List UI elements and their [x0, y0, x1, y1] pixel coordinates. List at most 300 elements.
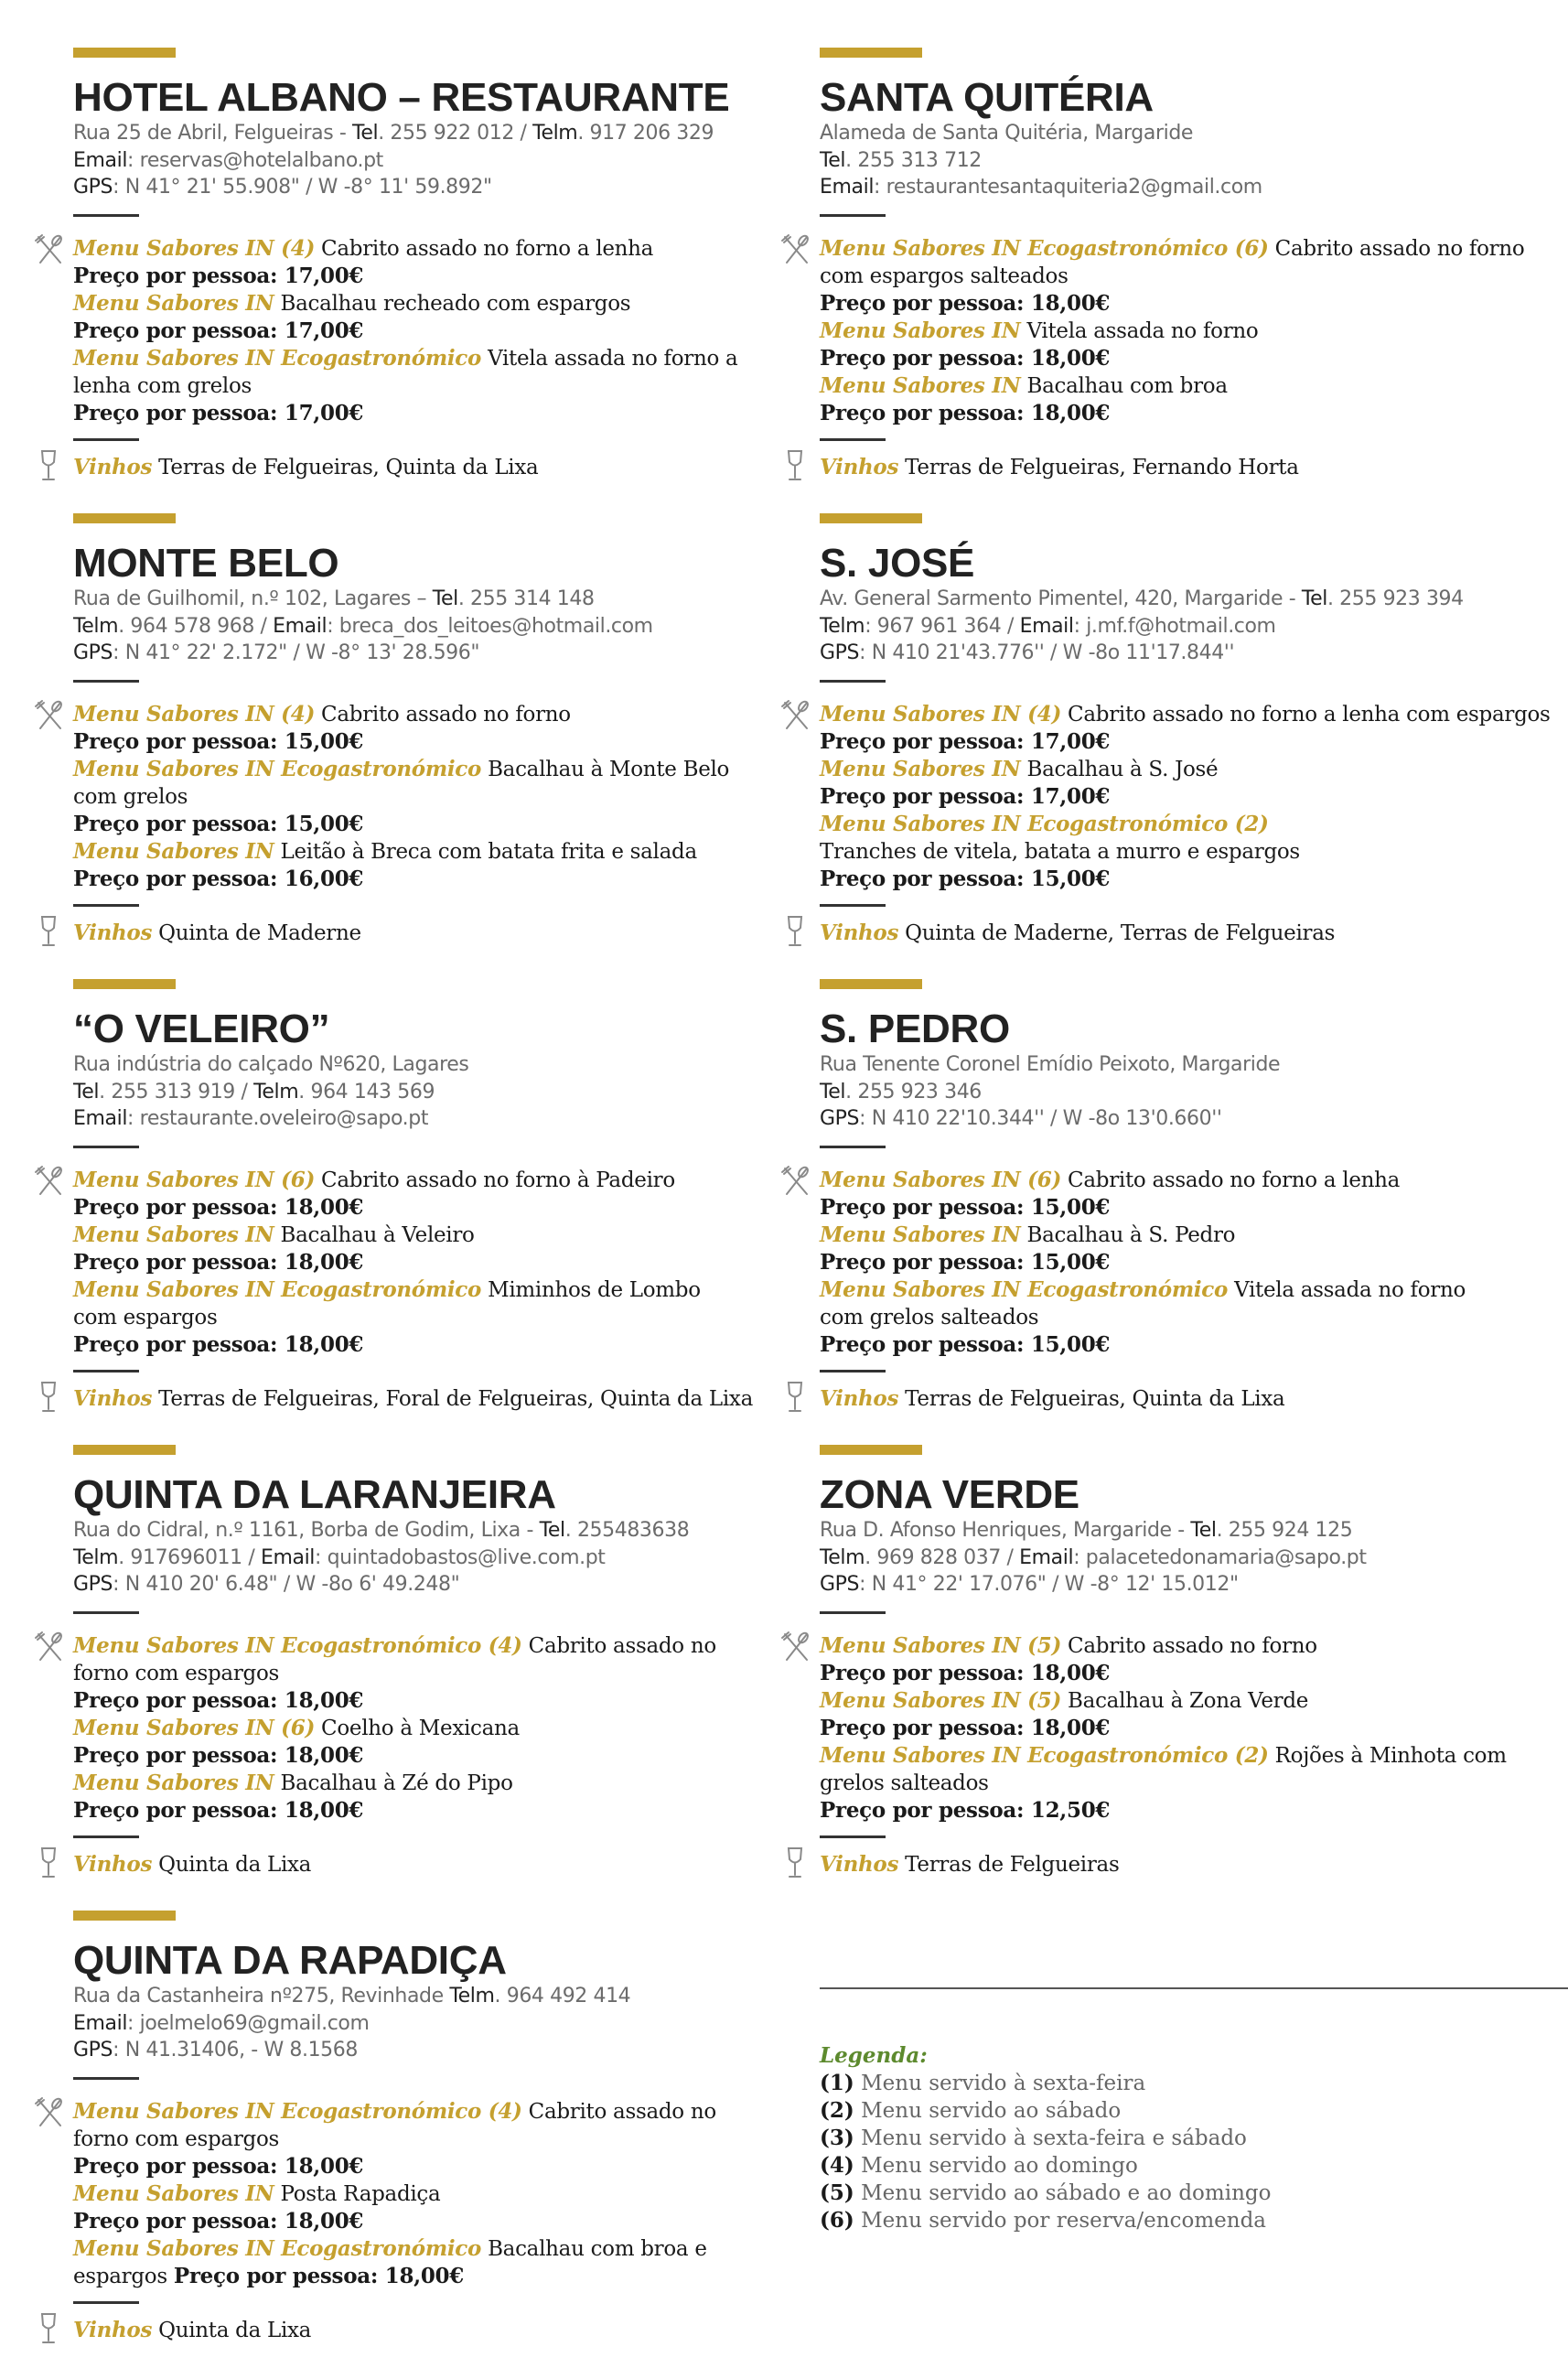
price-label: Preço por pessoa: 18,00€ — [820, 1715, 1111, 1740]
contact-label: GPS — [820, 641, 860, 664]
divider — [73, 1370, 139, 1372]
dish-text: Cabrito assado no — [521, 1633, 716, 1658]
divider — [820, 1835, 886, 1838]
menu-line — [820, 1687, 1568, 1715]
legend-number: (6) — [820, 2208, 854, 2233]
accent-bar — [73, 1445, 176, 1455]
contact-text: . 255 923 346 — [845, 1080, 982, 1103]
restaurant-entry — [73, 513, 832, 979]
price-label: Preço por pessoa: 18,00€ — [820, 400, 1111, 425]
price-label: Preço por pessoa: 15,00€ — [73, 728, 364, 754]
contact-text: . 255 314 148 — [457, 587, 595, 610]
menu-list — [73, 235, 832, 427]
menu-label: Menu Sabores IN — [820, 372, 1021, 398]
menu-label: Menu Sabores IN Ecogastronómico (2) — [820, 811, 1269, 836]
menu-list — [73, 2098, 832, 2290]
menu-line — [73, 811, 832, 838]
restaurant-entry — [820, 513, 1568, 979]
legend-item — [820, 2207, 1271, 2234]
contact-text: Rua indústria do calçado Nº620, Lagares — [73, 1053, 469, 1076]
restaurant-entry — [73, 1911, 832, 2376]
wines-label: Vinhos — [73, 454, 153, 479]
contact-label: Tel — [73, 1080, 100, 1103]
contact-text: Alameda de Santa Quitéria, Margaride — [820, 122, 1194, 145]
menu-line — [820, 866, 1568, 893]
contact-text: : N 410 20' 6.48" / W -8o 6' 49.248" — [113, 1573, 460, 1596]
price-label: Preço por pessoa: 18,00€ — [73, 1194, 364, 1220]
menu-list — [73, 701, 832, 893]
menu-line — [73, 290, 832, 318]
menu-line — [820, 728, 1568, 756]
legend-text: Menu servido ao sábado e ao domingo — [854, 2181, 1272, 2205]
contact-text: . 255 313 919 / — [99, 1080, 254, 1103]
price-label: Preço por pessoa: 18,00€ — [820, 1660, 1111, 1685]
restaurant-name: QUINTA DA LARANJEIRA — [73, 1472, 556, 1517]
wines-text: Quinta de Maderne, Terras de Felgueiras — [898, 920, 1336, 945]
wines-text: Terras de Felgueiras, Quinta da Lixa — [898, 1386, 1285, 1411]
contact-label: Tel — [539, 1519, 565, 1542]
contact-text: : N 41° 21' 55.908" / W -8° 11' 59.892" — [113, 176, 492, 199]
restaurant-entry — [820, 1445, 1568, 1911]
wines-line — [820, 920, 1568, 947]
menu-line — [73, 1770, 832, 1797]
menu-line — [820, 345, 1568, 372]
restaurant-name: HOTEL ALBANO – RESTAURANTE — [73, 75, 730, 120]
dish-text: Rojões à Minhota com — [1268, 1743, 1507, 1768]
cutlery-icon — [33, 699, 66, 732]
menu-line — [820, 1194, 1568, 1222]
menu-list — [73, 1632, 832, 1825]
cutlery-icon — [779, 1631, 812, 1663]
wines-label: Vinhos — [73, 920, 153, 945]
accent-bar — [820, 979, 922, 989]
dish-text: forno com espargos — [73, 1661, 279, 1685]
divider — [73, 680, 139, 683]
menu-label: Menu Sabores IN (4) — [73, 701, 316, 727]
divider — [820, 1146, 886, 1148]
menu-line — [820, 1222, 1568, 1249]
price-label: Preço por pessoa: 18,00€ — [820, 345, 1111, 371]
contact-line — [820, 174, 1568, 201]
legend-number: (2) — [820, 2098, 854, 2123]
dish-text: Leitão à Breca com batata frita e salada — [274, 839, 697, 864]
contact-line — [73, 174, 832, 201]
wines-text: Quinta de Maderne — [152, 920, 361, 945]
dish-text: Coelho à Mexicana — [315, 1716, 520, 1740]
contact-line — [73, 613, 832, 640]
dish-text: com grelos — [73, 784, 188, 809]
dish-text: grelos salteados — [820, 1771, 989, 1795]
menu-line — [73, 2126, 832, 2153]
menu-list — [820, 1167, 1568, 1359]
accent-bar — [73, 1911, 176, 1921]
price-label: Preço por pessoa: 15,00€ — [820, 1249, 1111, 1275]
contact-label: GPS — [820, 1107, 860, 1130]
contact-line — [820, 1105, 1568, 1133]
divider — [73, 2301, 139, 2304]
menu-label: Menu Sabores IN — [73, 2180, 274, 2206]
contact-label: GPS — [73, 641, 113, 664]
menu-line — [73, 1222, 832, 1249]
wines-label: Vinhos — [73, 1851, 153, 1877]
dish-text: Miminhos de Lombo — [481, 1277, 701, 1302]
contact-label: Email — [1019, 1545, 1074, 1569]
legend-items — [820, 2070, 1271, 2234]
menu-label: Menu Sabores IN — [73, 1222, 274, 1247]
contact-line — [73, 640, 832, 667]
price-label: Preço por pessoa: 17,00€ — [73, 318, 364, 343]
menu-label: Menu Sabores IN Ecogastronómico — [73, 345, 482, 371]
contact-label: Telm — [820, 614, 865, 638]
menu-line — [820, 811, 1568, 838]
menu-line — [73, 318, 832, 345]
legend-item — [820, 2070, 1271, 2097]
wines-text: Quinta da Lixa — [152, 2318, 312, 2342]
price-label: Preço por pessoa: 17,00€ — [73, 263, 364, 288]
menu-label: Menu Sabores IN (5) — [820, 1632, 1062, 1658]
menu-label: Menu Sabores IN (4) — [820, 701, 1062, 727]
cutlery-icon — [33, 1631, 66, 1663]
dish-text: Cabrito assado no forno à Padeiro — [315, 1168, 675, 1192]
contact-label: GPS — [73, 2039, 113, 2061]
contact-line — [73, 586, 832, 613]
menu-line — [73, 1687, 832, 1715]
menu-line — [820, 372, 1568, 400]
menu-line — [820, 1167, 1568, 1194]
menu-line — [73, 2208, 832, 2235]
dish-text: Posta Rapadiça — [274, 2181, 441, 2206]
dish-text: Bacalhau à Zona Verde — [1061, 1688, 1309, 1713]
contact-text: . 964 143 569 — [298, 1080, 435, 1103]
menu-line — [73, 235, 832, 263]
restaurant-entry — [73, 979, 832, 1445]
legend-number: (4) — [820, 2153, 854, 2178]
wine-glass-icon — [37, 448, 60, 483]
dish-text: lenha com grelos — [73, 373, 252, 398]
menu-label: Menu Sabores IN Ecogastronómico — [73, 1276, 482, 1302]
wines-line — [73, 2317, 832, 2344]
menu-line — [820, 290, 1568, 318]
wines-label: Vinhos — [820, 920, 899, 945]
contact-text: . 917 206 329 — [577, 122, 714, 145]
contact-label: Email — [73, 148, 128, 172]
divider — [73, 2077, 139, 2080]
cutlery-icon — [779, 699, 812, 732]
menu-line — [73, 2235, 832, 2263]
price-label: Preço por pessoa: 17,00€ — [820, 728, 1111, 754]
contact-text: : N 410 21'43.776'' / W -8o 11'17.844'' — [859, 641, 1235, 664]
restaurant-name: SANTA QUITÉRIA — [820, 75, 1154, 120]
menu-label: Menu Sabores IN Ecogastronómico — [820, 1276, 1229, 1302]
menu-line — [820, 318, 1568, 345]
price-label: Preço por pessoa: 15,00€ — [820, 866, 1111, 891]
menu-line — [820, 783, 1568, 811]
contact-text: Rua de Guilhomil, n.º 102, Lagares – — [73, 587, 433, 610]
contact-line — [73, 2010, 832, 2038]
price-label: Preço por pessoa: 18,00€ — [73, 1742, 364, 1768]
menu-label: Menu Sabores IN Ecogastronómico (6) — [820, 235, 1269, 261]
menu-line — [820, 838, 1568, 866]
menu-line — [820, 1304, 1568, 1331]
wines-text: Terras de Felgueiras, Quinta da Lixa — [152, 455, 539, 479]
legend-item — [820, 2125, 1271, 2152]
menu-line — [73, 2153, 832, 2180]
contact-line — [820, 1517, 1568, 1545]
dish-text: Vitela assada no forno — [1020, 318, 1259, 343]
menu-line — [820, 1632, 1568, 1660]
dish-text: Cabrito assado no — [521, 2099, 716, 2124]
contact-label: Email — [820, 176, 875, 199]
wines-line — [73, 1851, 832, 1878]
wine-glass-icon — [37, 914, 60, 949]
restaurant-entry — [73, 48, 832, 513]
dish-text: forno com espargos — [73, 2126, 279, 2151]
contact-line — [820, 613, 1568, 640]
contact-text: Rua 25 de Abril, Felgueiras - — [73, 122, 353, 145]
restaurant-entry — [820, 979, 1568, 1445]
menu-line — [73, 2263, 832, 2290]
dish-text: Cabrito assado no forno — [1061, 1633, 1317, 1658]
dish-text: com grelos salteados — [820, 1305, 1039, 1329]
divider — [73, 1146, 139, 1148]
restaurant-name: “O VELEIRO” — [73, 1006, 330, 1051]
menu-label: Menu Sabores IN Ecogastronómico — [73, 2235, 482, 2261]
contact-label: Tel — [820, 1080, 846, 1103]
menu-label: Menu Sabores IN — [820, 318, 1021, 343]
contact-text: : palacetedonamaria@sapo.pt — [1073, 1545, 1367, 1569]
menu-list — [820, 701, 1568, 893]
contact-text: . 964 578 968 / — [118, 614, 274, 638]
menu-line — [820, 701, 1568, 728]
dish-text: Bacalhau à S. José — [1020, 757, 1219, 781]
restaurant-name: MONTE BELO — [73, 541, 339, 586]
menu-line — [73, 400, 832, 427]
divider — [73, 1835, 139, 1838]
contact-text: : N 41° 22' 17.076" / W -8° 12' 15.012" — [859, 1573, 1239, 1596]
divider — [73, 214, 139, 217]
legend — [820, 2042, 1271, 2234]
menu-label: Menu Sabores IN — [820, 756, 1021, 781]
price-label: Preço por pessoa: 17,00€ — [820, 783, 1111, 809]
contact-line — [820, 1545, 1568, 1572]
contact-line — [820, 120, 1568, 147]
restaurant-name: QUINTA DA RAPADIÇA — [73, 1938, 507, 1983]
price-label: Preço por pessoa: 18,00€ — [73, 1687, 364, 1713]
cutlery-icon — [779, 233, 812, 266]
legend-text: Menu servido ao domingo — [854, 2154, 1138, 2178]
wines-label: Vinhos — [820, 454, 899, 479]
legend-divider — [820, 1987, 1568, 1989]
contact-label: Telm — [532, 122, 578, 145]
contact-text: . 255 924 125 — [1216, 1519, 1353, 1542]
wine-glass-icon — [37, 1846, 60, 1880]
menu-line — [73, 372, 832, 400]
accent-bar — [820, 48, 922, 58]
menu-list — [820, 235, 1568, 427]
dish-text: Bacalhau à S. Pedro — [1020, 1222, 1236, 1247]
contact-text: : 967 961 364 / — [865, 614, 1020, 638]
menu-label: Menu Sabores IN (6) — [73, 1167, 316, 1192]
contact-line — [73, 1517, 832, 1545]
divider — [820, 214, 886, 217]
menu-label: Menu Sabores IN — [73, 290, 274, 316]
restaurant-entry — [820, 48, 1568, 513]
dish-text: Bacalhau recheado com espargos — [274, 291, 631, 316]
menu-line — [73, 1249, 832, 1276]
wines-line — [820, 454, 1568, 481]
contact-text: . 255 922 012 / — [378, 122, 533, 145]
legend-text: Menu servido por reserva/encomenda — [854, 2209, 1266, 2233]
menu-line — [820, 235, 1568, 263]
contact-line — [820, 586, 1568, 613]
menu-line — [73, 1276, 832, 1304]
divider — [73, 438, 139, 441]
contact-text: : N 41° 22' 2.172" / W -8° 13' 28.596" — [113, 641, 480, 664]
wine-glass-icon — [37, 2311, 60, 2346]
contact-text: Rua D. Afonso Henriques, Margaride - — [820, 1519, 1191, 1542]
menu-line — [73, 701, 832, 728]
menu-line — [73, 2098, 832, 2126]
wines-text: Quinta da Lixa — [152, 1852, 312, 1877]
dish-text: Bacalhau com broa — [1020, 373, 1228, 398]
price-label: Preço por pessoa: 15,00€ — [73, 811, 364, 836]
contact-text: : joelmelo69@gmail.com — [127, 2011, 370, 2035]
menu-list — [820, 1632, 1568, 1825]
wines-label: Vinhos — [820, 1851, 899, 1877]
menu-label: Menu Sabores IN Ecogastronómico — [73, 756, 482, 781]
contact-line — [820, 640, 1568, 667]
cutlery-icon — [33, 2096, 66, 2129]
dish-text: Vitela assada no forno a — [481, 346, 738, 371]
contact-line — [73, 1571, 832, 1599]
contact-label: GPS — [820, 1573, 860, 1596]
contact-text: . 255483638 — [564, 1519, 690, 1542]
wine-glass-icon — [37, 1380, 60, 1415]
menu-label: Menu Sabores IN (6) — [820, 1167, 1062, 1192]
contact-text: . 255 923 394 — [1327, 587, 1464, 610]
menu-line — [820, 1770, 1568, 1797]
contact-text: : j.mf.f@hotmail.com — [1073, 614, 1276, 638]
legend-item — [820, 2180, 1271, 2207]
accent-bar — [820, 513, 922, 523]
menu-line — [820, 1797, 1568, 1825]
contact-line — [73, 147, 832, 175]
accent-bar — [73, 513, 176, 523]
menu-line — [820, 1660, 1568, 1687]
menu-label: Menu Sabores IN Ecogastronómico (2) — [820, 1742, 1269, 1768]
menu-line — [73, 345, 832, 372]
menu-label: Menu Sabores IN (5) — [820, 1687, 1062, 1713]
contact-text: . 917696011 / — [118, 1545, 261, 1569]
wine-glass-icon — [783, 1846, 807, 1880]
left-column — [73, 48, 832, 2376]
price-label: Preço por pessoa: 18,00€ — [820, 290, 1111, 316]
menu-line — [820, 1249, 1568, 1276]
menu-line — [73, 1660, 832, 1687]
menu-list — [73, 1167, 832, 1359]
contact-text: : restaurante.oveleiro@sapo.pt — [127, 1107, 429, 1130]
wines-label: Vinhos — [820, 1385, 899, 1411]
restaurant-name: S. PEDRO — [820, 1006, 1010, 1051]
price-label: Preço por pessoa: 18,00€ — [173, 2263, 464, 2288]
contact-line — [73, 120, 832, 147]
right-column — [820, 48, 1568, 1911]
menu-label: Menu Sabores IN (4) — [73, 235, 316, 261]
accent-bar — [820, 1445, 922, 1455]
price-label: Preço por pessoa: 18,00€ — [73, 2208, 364, 2234]
wines-text: Terras de Felgueiras, Foral de Felgueiras, Quinta da Lixa — [152, 1386, 754, 1411]
price-label: Preço por pessoa: 12,50€ — [820, 1797, 1111, 1823]
dish-text: Bacalhau à Zé do Pipo — [274, 1771, 513, 1795]
menu-label: Menu Sabores IN — [73, 838, 274, 864]
wines-label: Vinhos — [73, 2317, 153, 2342]
dish-text: Tranches de vitela, batata a murro e espargos — [820, 839, 1300, 864]
divider — [820, 904, 886, 907]
menu-line — [73, 728, 832, 756]
price-label: Preço por pessoa: 16,00€ — [73, 866, 364, 891]
cutlery-icon — [33, 233, 66, 266]
contact-label: Email — [260, 1545, 315, 1569]
contact-text: . 255 313 712 — [845, 148, 982, 172]
menu-label: Menu Sabores IN (6) — [73, 1715, 316, 1740]
dish-text: Cabrito assado no forno — [1268, 236, 1525, 261]
contact-text: : N 410 22'10.344'' / W -8o 13'0.660'' — [859, 1107, 1222, 1130]
contact-line — [73, 1079, 832, 1106]
price-label: Preço por pessoa: 18,00€ — [73, 2153, 364, 2179]
contact-label: Tel — [1190, 1519, 1217, 1542]
menu-label: Menu Sabores IN Ecogastronómico (4) — [73, 2098, 522, 2124]
menu-label: Menu Sabores IN Ecogastronómico (4) — [73, 1632, 522, 1658]
price-label: Preço por pessoa: 18,00€ — [73, 1249, 364, 1275]
wines-label: Vinhos — [73, 1385, 153, 1411]
contact-text: : breca_dos_leitoes@hotmail.com — [327, 614, 653, 638]
contact-text: Av. General Sarmento Pimentel, 420, Margaride - — [820, 587, 1302, 610]
menu-label: Menu Sabores IN — [820, 1222, 1021, 1247]
dish-text: Cabrito assado no forno a lenha — [315, 236, 654, 261]
menu-line — [820, 1742, 1568, 1770]
accent-bar — [73, 979, 176, 989]
dish-text: Cabrito assado no forno — [315, 702, 571, 727]
price-label: Preço por pessoa: 15,00€ — [820, 1194, 1111, 1220]
cutlery-icon — [33, 1165, 66, 1198]
wine-glass-icon — [783, 1380, 807, 1415]
menu-line — [73, 1167, 832, 1194]
menu-line — [820, 1715, 1568, 1742]
legend-number: (1) — [820, 2071, 854, 2095]
contact-line — [73, 2037, 832, 2064]
contact-text: . 969 828 037 / — [865, 1545, 1020, 1569]
dish-text: Cabrito assado no forno a lenha com espargos — [1061, 702, 1551, 727]
price-label: Preço por pessoa: 15,00€ — [820, 1331, 1111, 1357]
menu-line — [73, 1632, 832, 1660]
contact-label: Email — [273, 614, 328, 638]
menu-line — [820, 756, 1568, 783]
divider — [820, 438, 886, 441]
menu-line — [73, 1742, 832, 1770]
accent-bar — [73, 48, 176, 58]
contact-line — [820, 1079, 1568, 1106]
contact-line — [73, 1105, 832, 1133]
contact-label: Tel — [432, 587, 458, 610]
contact-line — [820, 1051, 1568, 1079]
menu-line — [73, 1797, 832, 1825]
contact-label: Email — [73, 2011, 128, 2035]
legend-number: (3) — [820, 2126, 854, 2150]
wine-glass-icon — [783, 448, 807, 483]
menu-line — [73, 756, 832, 783]
dish-text: Bacalhau com broa e — [481, 2236, 707, 2261]
dish-text: Bacalhau à Veleiro — [274, 1222, 475, 1247]
